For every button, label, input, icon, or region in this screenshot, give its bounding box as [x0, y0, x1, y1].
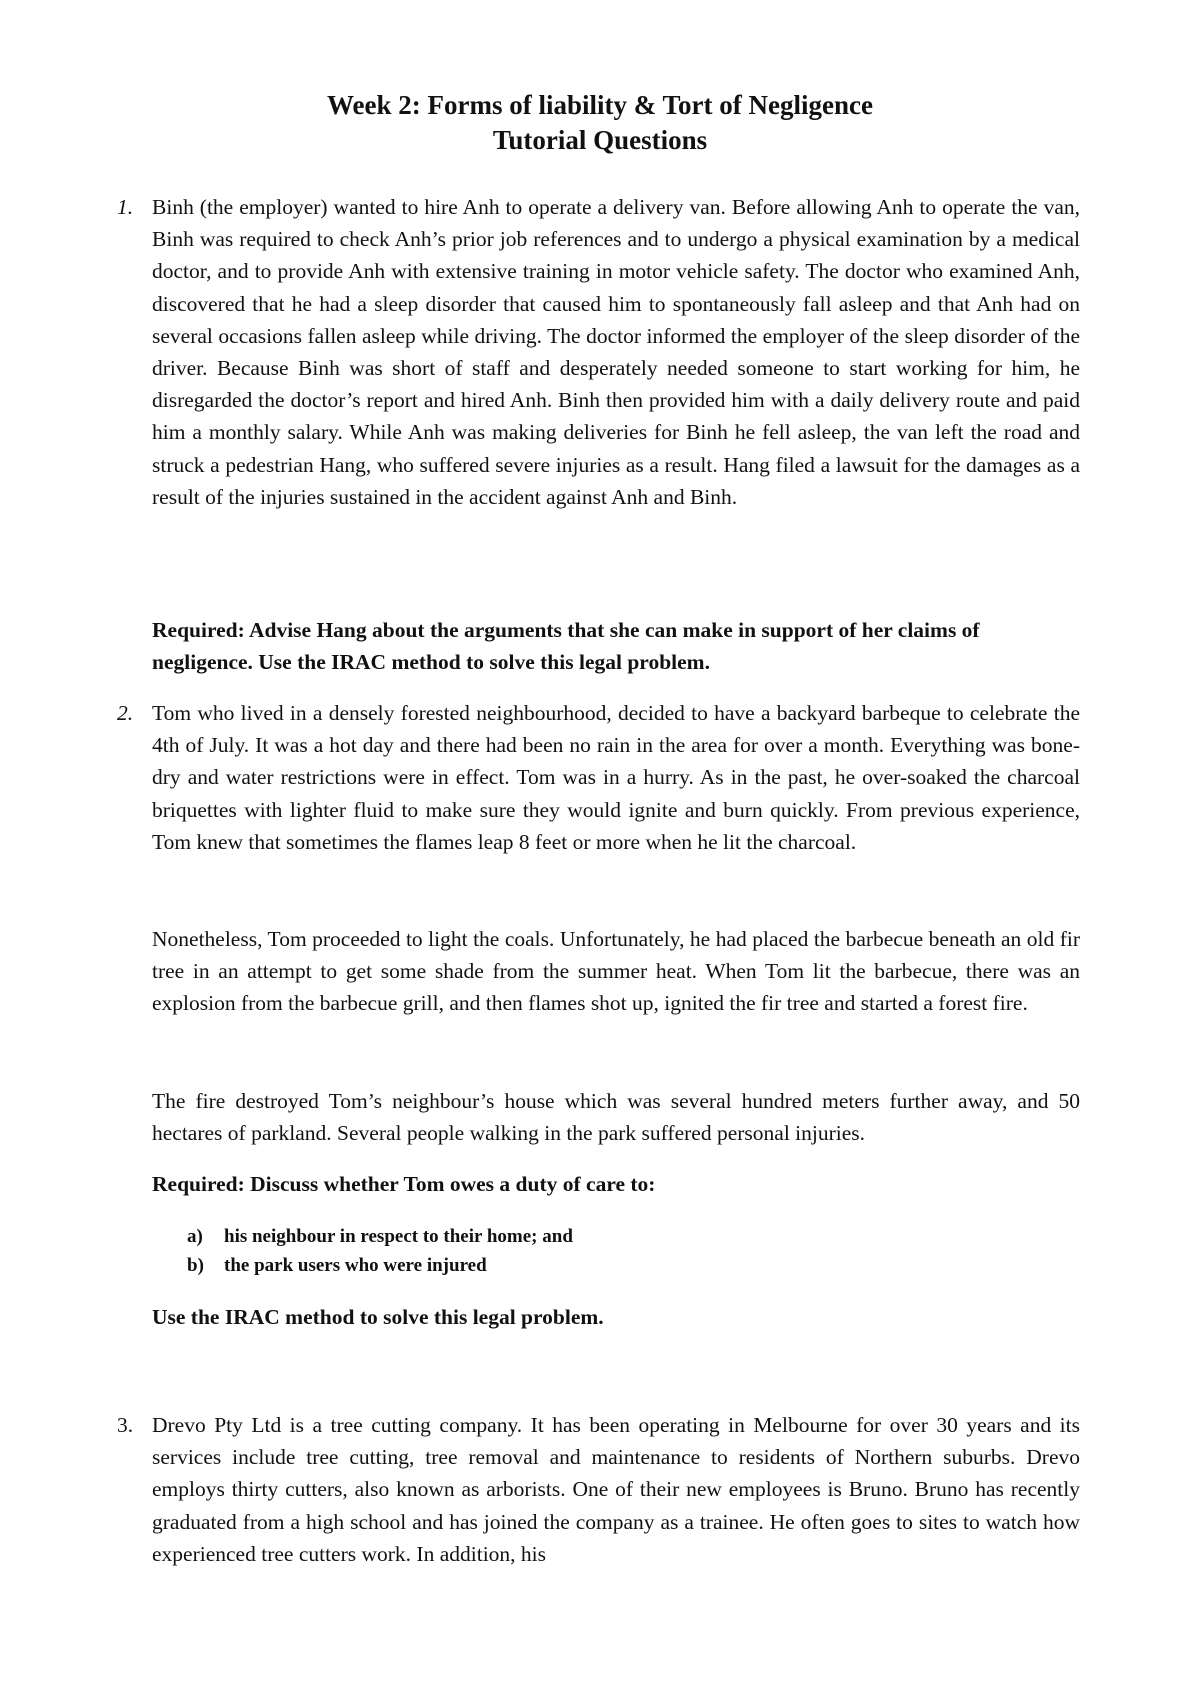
question-2-paragraph-1: Tom who lived in a densely forested neighbourhood, decided to have a backyard barbeque to celebrate the 4th of July. It was a hot day and there had been no rain in the area for over a month. Everything was bone-dry and water restrictions were in effect. Tom was in a hurry. As in the past, he over-soaked the charcoal briquettes with lighter fluid to make sure they would ignite and burn quickly. From previous experience, Tom knew that sometimes the flames leap 8 feet or more when he lit the charcoal.: [152, 701, 1080, 854]
sub-item-a-label: a): [187, 1226, 203, 1247]
question-2-method: Use the IRAC method to solve this legal problem.: [152, 1305, 604, 1329]
page-title: Week 2: Forms of liability & Tort of Negligence: [327, 90, 873, 120]
sub-item-b-text: the park users who were injured: [224, 1255, 487, 1276]
question-2-paragraph-3: The fire destroyed Tom’s neighbour’s house which was several hundred meters further away, and 50 hectares of parkland. Several people walking in the park suffered personal injuries.: [152, 1089, 1080, 1146]
page-subtitle: Tutorial Questions: [492, 125, 708, 155]
question-3-text: Drevo Pty Ltd is a tree cutting company. It has been operating in Melbourne for over 30 years and its services include tree cutting, tree removal and maintenance to residents of Northern suburbs. Drevo employs thirty cutters, also known as arborists. One of their new employees is Bruno. Bruno has recently graduated from a high school and has joined the company as a trainee. He often goes to sites to watch how experienced tree cutters work. In addition, his: [152, 1413, 1080, 1566]
sub-item-a-text: his neighbour in respect to their home; and: [224, 1226, 573, 1247]
question-3-number: 3.: [117, 1413, 134, 1437]
sub-item-b-label: b): [187, 1255, 204, 1276]
question-2-number: 2.: [117, 701, 134, 725]
question-1-required: Required: Advise Hang about the arguments that she can make in support of her claims of negligence. Use the IRAC method to solve this legal problem.: [152, 618, 980, 675]
question-1-number: 1.: [117, 195, 134, 219]
question-1-text: Binh (the employer) wanted to hire Anh to operate a delivery van. Before allowing Anh to operate the van, Binh was required to check Anh’s prior job references and to undergo a physical examination by a medical doctor, and to provide Anh with extensive training in motor vehicle safety. The doctor who examined Anh, discovered that he had a sleep disorder that caused him to spontaneously fall asleep and that Anh had on several occasions fallen asleep while driving. The doctor informed the employer of the sleep disorder of the driver. Because Binh was short of staff and desperately needed someone to start working for him, he disregarded the doctor’s report and hired Anh. Binh then provided him with a daily delivery route and paid him a monthly salary. While Anh was making deliveries for Binh he fell asleep, the van left the road and struck a pedestrian Hang, who suffered severe injuries as a result. Hang filed a lawsuit for the damages as a result of the injuries sustained in the accident against Anh and Binh.: [152, 195, 1080, 509]
question-2-required: Required: Discuss whether Tom owes a duty of care to:: [152, 1172, 656, 1196]
question-2-paragraph-2: Nonetheless, Tom proceeded to light the coals. Unfortunately, he had placed the barbecue beneath an old fir tree in an attempt to get some shade from the summer heat. When Tom lit the barbecue, there was an explosion from the barbecue grill, and then flames shot up, ignited the fir tree and started a forest fire.: [152, 927, 1080, 1016]
